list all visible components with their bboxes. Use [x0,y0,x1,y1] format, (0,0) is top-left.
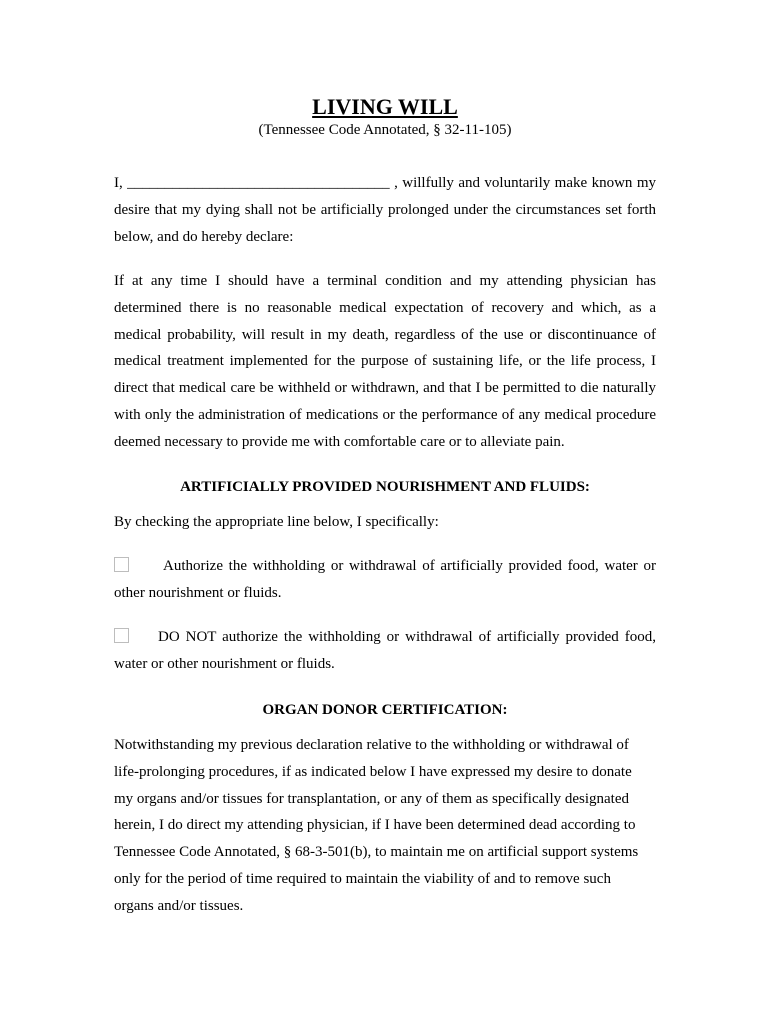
option-authorize-label: Authorize the withholding or withdrawal of artificially provided food, water or other nourishment or fluids. [114,558,656,601]
nourishment-heading: ARTIFICIALLY PROVIDED NOURISHMENT AND FLUIDS: [180,479,590,495]
organ-donor-paragraph [114,732,656,920]
organ-donor-heading: ORGAN DONOR CERTIFICATION: [262,702,508,718]
declarant-name-field[interactable]: ___________________________________ [127,175,390,191]
declaration-paragraph [114,170,656,250]
organ-donor-line: Tennessee Code Annotated, § 68-3-501(b), to maintain me on artificial support systems [114,844,639,861]
do-not-authorize-checkbox[interactable] [114,628,129,643]
organ-donor-line: Notwithstanding my previous declaration relative to the withholding or withdrawal of [114,737,629,753]
authorize-checkbox[interactable] [114,557,129,572]
document-title: LIVING WILL [312,94,458,119]
declaration-text: , willfully and voluntarily make known my desire that my dying shall not be artificially prolonged under the circumstances set forth below, and do hereby declare: [114,175,656,245]
option-do-not-authorize-label: DO NOT authorize the withholding or withdrawal of artificially provided food, water or other nourishment or fluids. [114,629,656,672]
declaration-prefix: I, [114,175,123,191]
organ-donor-line: my organs and/or tissues for transplantation, or any of them as specifically designated [114,790,630,807]
terminal-condition-paragraph: If at any time I should have a terminal condition and my attending physician has determined there is no reasonable medical expectation of recovery and which, as a medical probability, will result in my death, regardless of the use or discontinuance of medical treatment implemented for the purpose of sustaining life, or the life process, I direct that medical care be withheld or withdrawn, and that I be permitted to die naturally with only the administration of medications or the performance of any medical procedure deemed necessary to provide me with comfortable care or to alleviate pain. [114,273,656,450]
organ-donor-line: organs and/or tissues. [114,897,244,914]
option-do-not-authorize [114,624,656,678]
organ-donor-line: herein, I do direct my attending physician, if I have been determined dead according to [114,817,636,834]
nourishment-intro: By checking the appropriate line below, I specifically: [114,514,439,530]
organ-donor-line: only for the period of time required to maintain the viability of and to remove such [114,870,611,887]
option-authorize [114,553,656,607]
document-subtitle: (Tennessee Code Annotated, § 32-11-105) [258,122,512,138]
organ-donor-line: life-prolonging procedures, if as indicated below I have expressed my desire to donate [114,763,632,780]
